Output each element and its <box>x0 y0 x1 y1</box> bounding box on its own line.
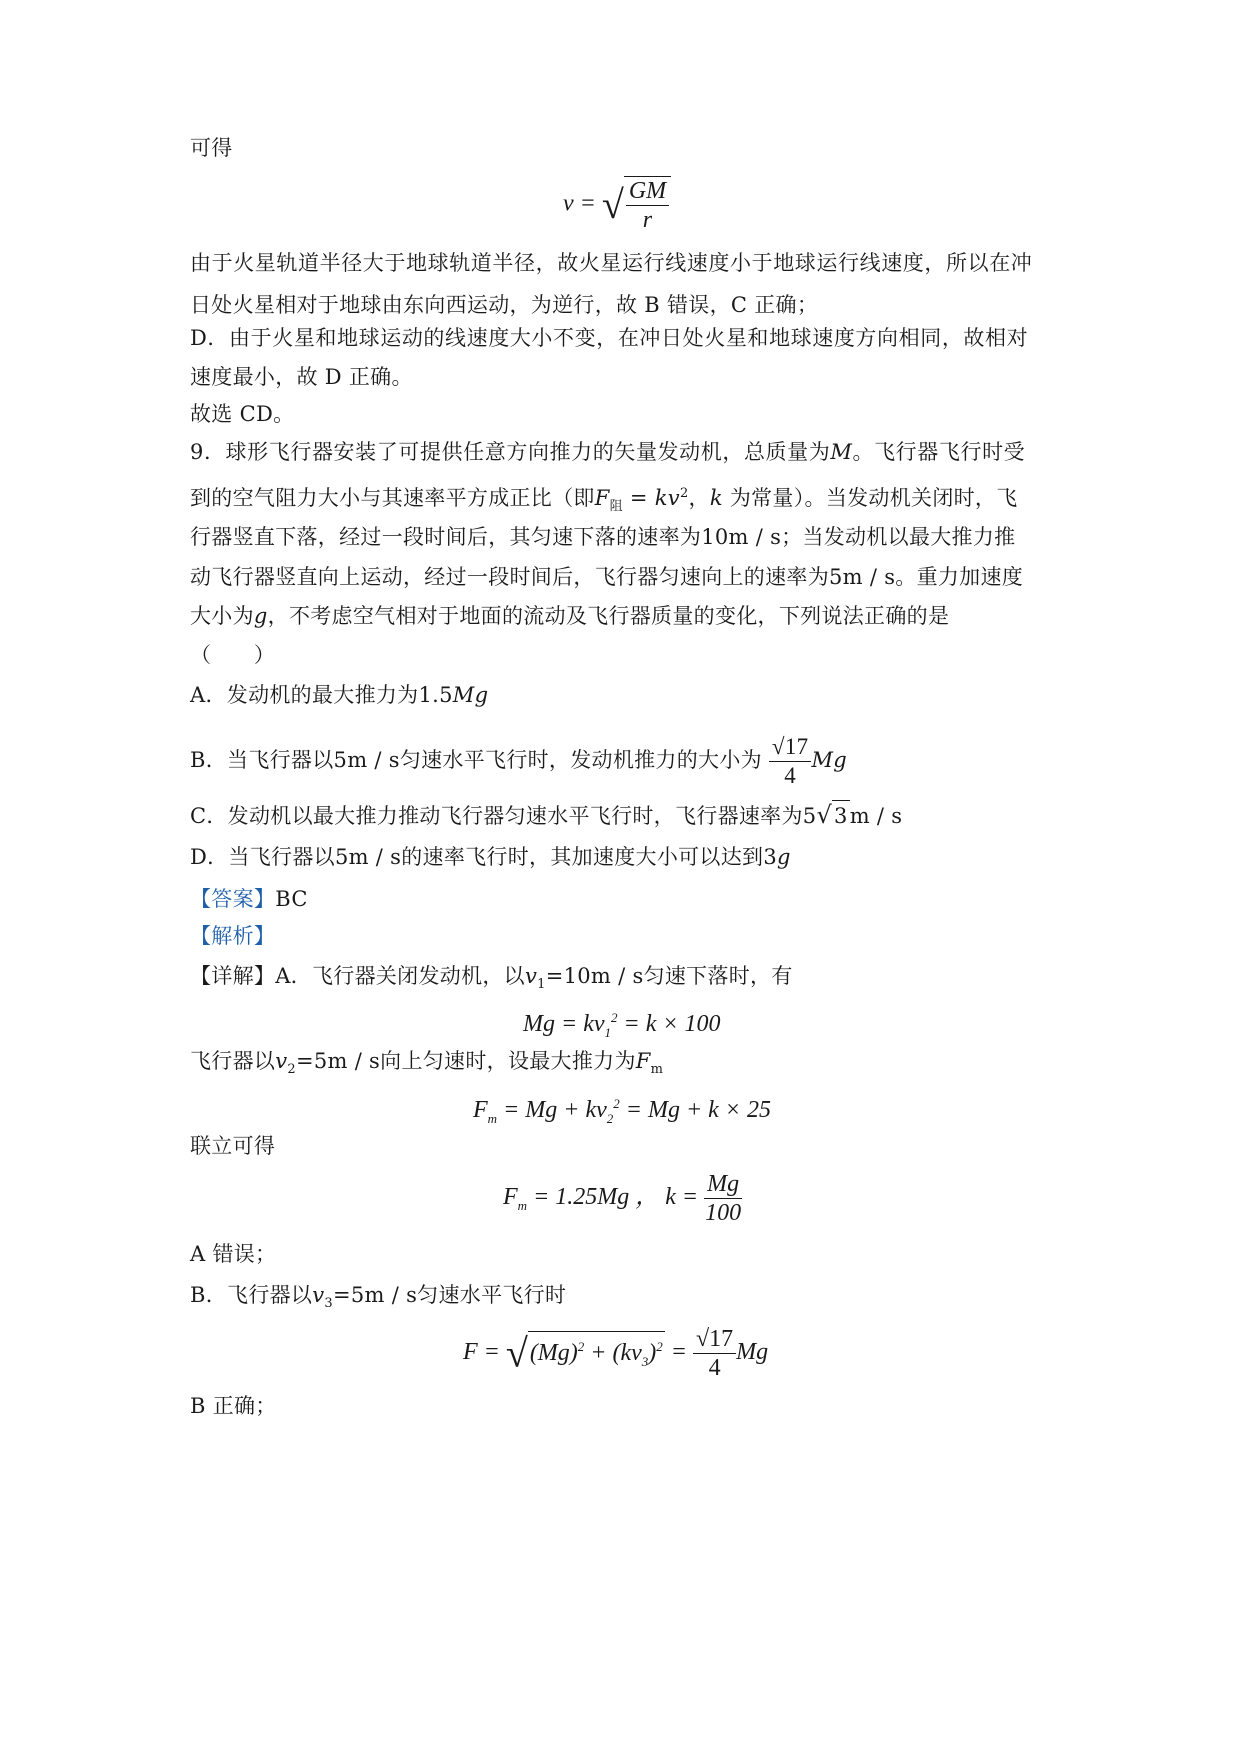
option-c: C．发动机以最大推力推动飞行器匀速水平飞行时，飞行器速率为5√3m / s <box>190 801 903 829</box>
text-line: 由于火星轨道半径大于地球轨道半径，故火星运行线速度小于地球运行线速度，所以在冲 <box>190 251 1033 275</box>
detail-tag: 【详解】 <box>190 964 276 988</box>
detail-line: 【详解】A．飞行器关闭发动机，以$v_1=10m / s$匀速下落时，有 <box>190 964 793 993</box>
equation-orbital-speed: v = √ $\frac{GM}{r}$ <box>563 176 671 234</box>
text-line: 速度最小，故 D 正确。 <box>190 365 413 389</box>
question-9-blank: （ ） <box>190 643 276 667</box>
equation-max-thrust: $F_m = Mg + kv_2^2 = Mg + k \times 25$ <box>473 1096 771 1126</box>
text-line: B 正确； <box>190 1394 277 1418</box>
answer-line <box>190 884 1070 914</box>
question-9-line: 行器竖直下落，经过一段时间后，其匀速下落的速率为10m / s；当发动机以最大推力推 <box>190 525 1016 549</box>
text-line: 可得 <box>190 136 233 160</box>
answer-tag: 【答案】 <box>190 887 276 911</box>
text-line: 飞行器以$v_2=5m / s$向上匀速时，设最大推力为$F_m$ <box>190 1049 664 1078</box>
text-line: B．飞行器以$v_3=5m / s$匀速水平飞行时 <box>190 1283 567 1312</box>
text-line: 联立可得 <box>190 1134 276 1158</box>
text-line: A 错误； <box>190 1242 277 1266</box>
option-a: A．发动机的最大推力为1.5Mg <box>190 683 489 707</box>
analysis-line <box>190 921 1070 951</box>
question-9-line: 9．球形飞行器安装了可提供任意方向推力的矢量发动机，总质量为M。飞行器飞行时受 <box>190 440 1026 464</box>
question-9-line: 大小为g，不考虑空气相对于地面的流动及飞行器质量的变化，下列说法正确的是 <box>190 604 950 628</box>
question-9-line: 动飞行器竖直向上运动，经过一段时间后，飞行器匀速向上的速率为5m / s。重力加速度 <box>190 565 1024 589</box>
option-d: D．当飞行器以5m / s的速率飞行时，其加速度大小可以达到3g <box>190 845 791 869</box>
equation-solution: $F_m = 1.25Mg$ ， k = $\frac{Mg}{100}$ <box>503 1171 742 1226</box>
answer-value: BC <box>275 887 308 911</box>
option-b: B．当飞行器以5m / s匀速水平飞行时，发动机推力的大小为 $\frac{√17}{4}$ Mg <box>190 734 848 788</box>
text-line: D．由于火星和地球运动的线速度大小不变，在冲日处火星和地球速度方向相同，故相对 <box>190 326 1029 350</box>
text-line: 故选 CD。 <box>190 402 295 426</box>
text-line: 日处火星相对于地球由东向西运动，为逆行，故 B 错误，C 正确； <box>190 293 819 317</box>
equation-fall-balance: $Mg = kv_1^2 = k \times 100$ <box>523 1010 721 1040</box>
question-9-line: 到的空气阻力大小与其速率平方成正比（即$F_阻 = kv^2$，k 为常量）。当发动机关闭时，飞 <box>190 486 1018 515</box>
equation-horizontal-thrust: $F = √(Mg)^2 + (kv_3)^2$ = $\frac{√17}{4}$ Mg <box>463 1326 769 1381</box>
analysis-tag: 【解析】 <box>190 924 276 948</box>
